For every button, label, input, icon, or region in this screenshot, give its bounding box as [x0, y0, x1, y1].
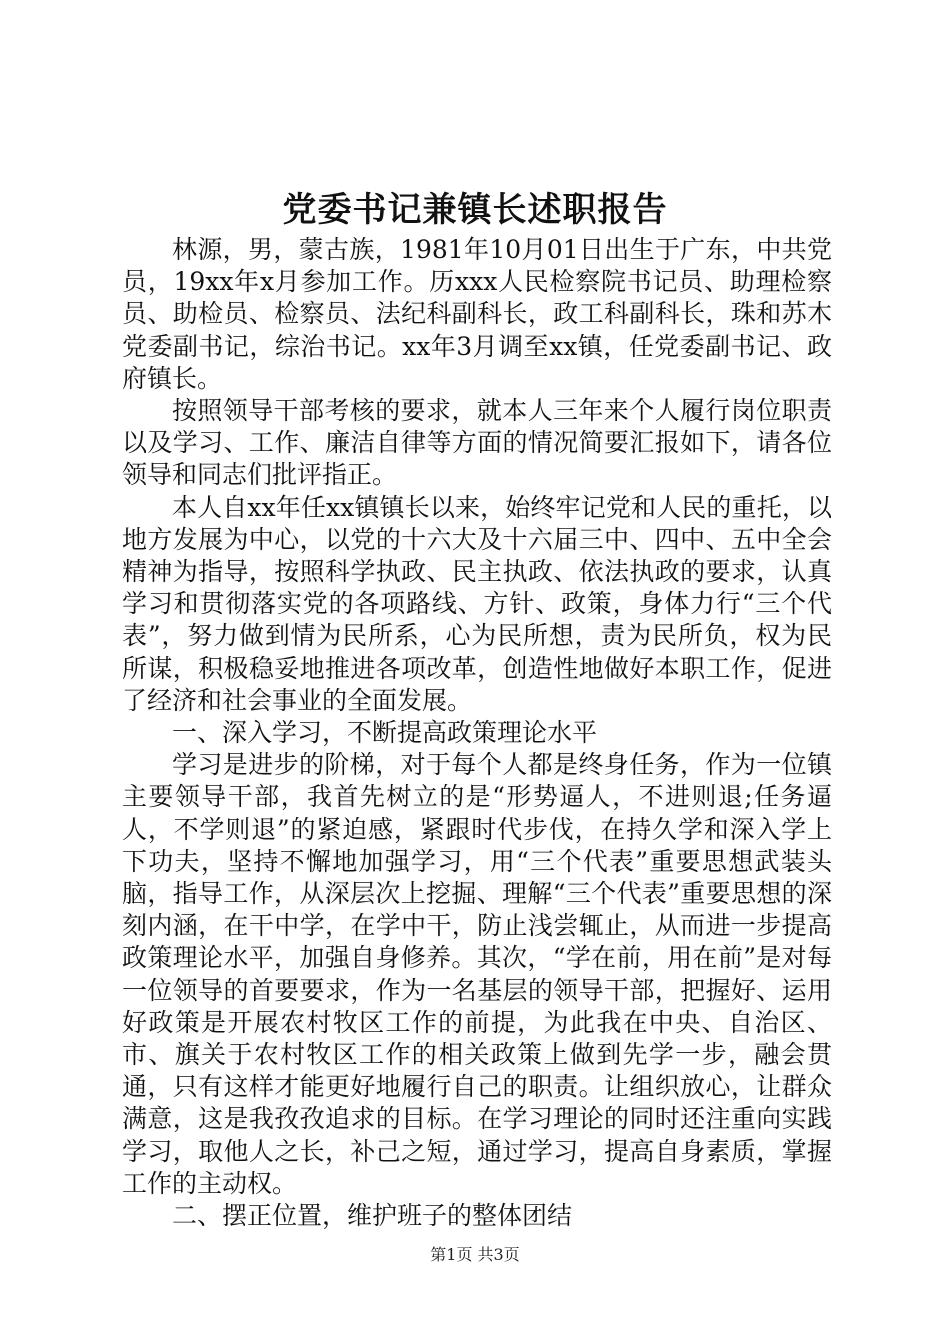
document-title: 党委书记兼镇长述职报告 [282, 190, 668, 230]
paragraph-study: 学习是进步的阶梯，对于每个人都是终身任务，作为一位镇主要领导干部，我首先树立的是“形势逼人，不进则退;任务逼人，不学则退”的紧迫感，紧跟时代步伐，在持久学和深入学上下功夫，坚持不懈地加强学习，用“三个代表”重要思想武装头脑，指导工作，从深层次上挖掘、理解“三个代表”重要思想的深刻内涵，在干中学，在学中干，防止浅尝辄止，从而进一步提高政策理论水平，加强自身修养。其次，“学在前，用在前”是对每一位领导的首要要求，作为一名基层的领导干部，把握好、运用好政策是开展农村牧区工作的前提，为此我在中央、自治区、市、旗关于农村牧区工作的相关政策上做到先学一步，融会贯通，只有这样才能更好地履行自己的职责。让组织放心，让群众满意，这是我孜孜追求的目标。在学习理论的同时还注重向实践学习，取他人之长，补己之短，通过学习，提高自身素质，掌握工作的主动权。 [122, 750, 832, 1198]
paragraph-report-intro: 按照领导干部考核的要求，就本人三年来个人履行岗位职责以及学习、工作、廉洁自律等方面的情况简要汇报如下，请各位领导和同志们批评指正。 [122, 396, 832, 490]
paragraph-work-summary: 本人自xx年任xx镇镇长以来，始终牢记党和人民的重托，以地方发展为中心，以党的十六大及十六届三中、四中、五中全会精神为指导，按照科学执政、民主执政、依法执政的要求，认真学习和贯彻落实党的各项路线、方针、政策，身体力行“三个代表”，努力做到情为民所系，心为民所想，责为民所负，权为民所谋，积极稳妥地推进各项改革，创造性地做好本职工作，促进了经济和社会事业的全面发展。 [122, 492, 832, 715]
page-footer: 第1页 共3页 [430, 1245, 520, 1264]
section-heading-1: 一、深入学习，不断提高政策理论水平 [172, 718, 598, 748]
paragraph-personal-profile: 林源，男，蒙古族，1981年10月01日出生于广东，中共党员，19xx年x月参加工作。历xxx人民检察院书记员、助理检察员、助检员、检察员、法纪科副科长，政工科副科长，珠和苏木党委副书记，综治书记。xx年3月调至xx镇，任党委副书记、政府镇长。 [122, 235, 832, 393]
section-heading-2: 二、摆正位置，维护班子的整体团结 [172, 1201, 573, 1231]
document-body [122, 234, 832, 1232]
